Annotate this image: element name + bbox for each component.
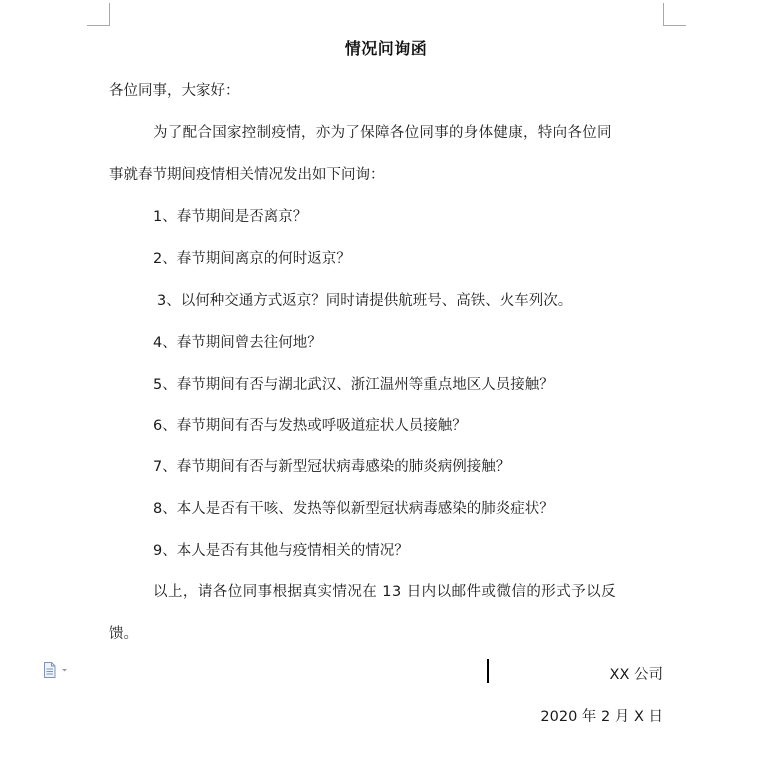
margin-corner-top-right bbox=[663, 3, 686, 26]
company-signature[interactable]: XX 公司 bbox=[609, 667, 663, 683]
closing-paragraph-line-2[interactable]: 馈。 bbox=[109, 626, 138, 642]
paste-options-glyph bbox=[43, 661, 71, 679]
question-1[interactable]: 1、春节期间是否离京？ bbox=[153, 209, 308, 225]
question-9[interactable]: 9、本人是否有其他与疫情相关的情况？ bbox=[153, 543, 409, 559]
question-5[interactable]: 5、春节期间有否与湖北武汉、浙江温州等重点地区人员接触？ bbox=[153, 377, 554, 393]
signature-date[interactable]: 2020 年 2 月 X 日 bbox=[540, 709, 663, 725]
question-3[interactable]: 3、以何种交通方式返京？同时请提供航班号、高铁、火车列次。 bbox=[157, 293, 573, 309]
question-2[interactable]: 2、春节期间离京的何时返京？ bbox=[153, 251, 351, 267]
intro-paragraph-line-1[interactable]: 为了配合国家控制疫情，亦为了保障各位同事的身体健康，特向各位同 bbox=[153, 125, 612, 141]
closing-paragraph-line-1[interactable]: 以上，请各位同事根据真实情况在 13 日内以邮件或微信的形式予以反 bbox=[153, 584, 617, 600]
margin-corner-top-left bbox=[87, 3, 110, 26]
paste-options-icon[interactable] bbox=[43, 661, 71, 679]
greeting-paragraph[interactable]: 各位同事，大家好： bbox=[109, 83, 240, 99]
question-4[interactable]: 4、春节期间曾去往何地？ bbox=[153, 335, 322, 351]
document-title[interactable]: 情况问询函 bbox=[344, 39, 428, 58]
question-7[interactable]: 7、春节期间有否与新型冠状病毒感染的肺炎病例接触？ bbox=[153, 459, 511, 475]
question-6[interactable]: 6、春节期间有否与发热或呼吸道症状人员接触？ bbox=[153, 418, 467, 434]
text-cursor bbox=[487, 659, 489, 683]
question-8[interactable]: 8、本人是否有干咳、发热等似新型冠状病毒感染的肺炎症状？ bbox=[153, 501, 554, 517]
intro-paragraph-line-2[interactable]: 事就春节期间疫情相关情况发出如下问询： bbox=[109, 167, 385, 183]
